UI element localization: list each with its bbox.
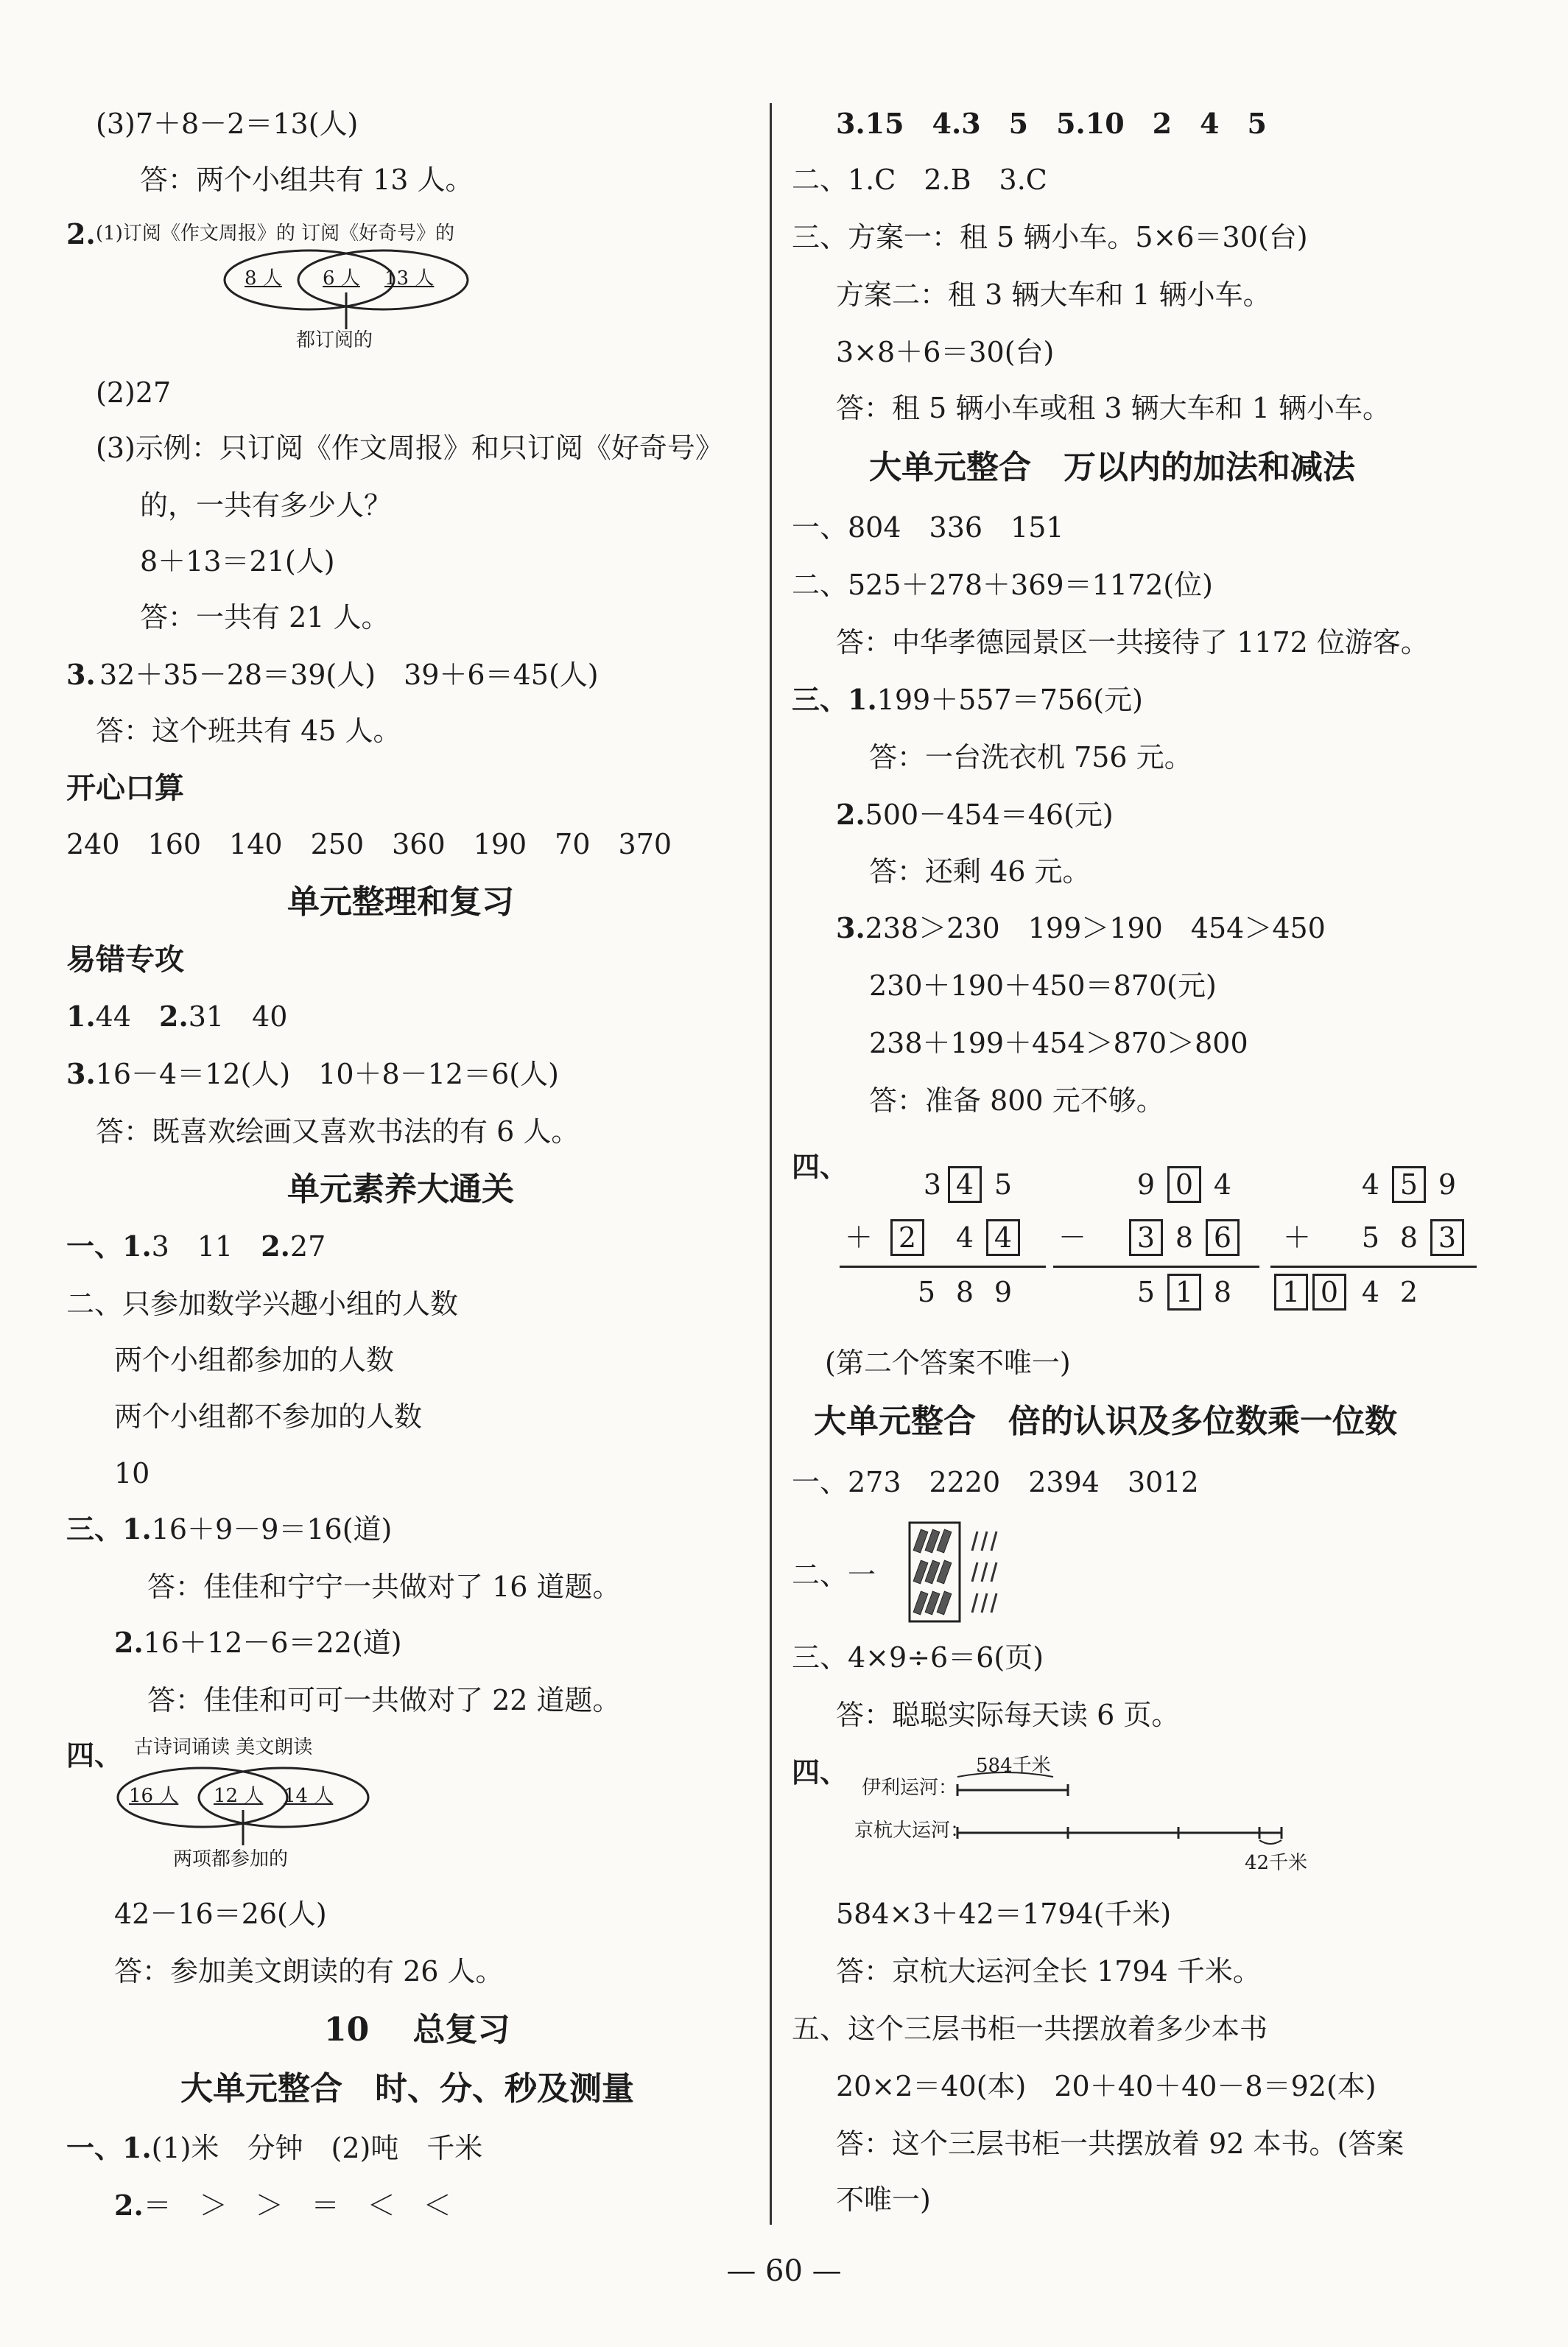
left-line-2: 答：两个小组共有 13 人。 — [140, 164, 474, 196]
bei-line-3: 三、4×9÷6＝6(页) — [792, 1641, 1044, 1674]
tongguan-2-ans: 27 — [289, 1230, 326, 1263]
tongguan-line-9: 答：佳佳和可可一共做对了 22 道题。 — [147, 1684, 621, 1716]
right-line-2: 二、1.C 2.B 3.C — [792, 164, 1047, 196]
calc-2-top-1: 9 — [1136, 1168, 1156, 1201]
jiajian-line-6 — [836, 794, 1114, 835]
tongguan-line-6 — [66, 1509, 392, 1550]
left-line-10: 答：这个班共有 45 人。 — [96, 715, 401, 747]
shifenmiao-1-ans: (1)米 分钟 (2)吨 千米 — [151, 2132, 483, 2164]
jiajian-line-10: 238＋199＋454＞870＞800 — [869, 1027, 1248, 1059]
tongguan-1-num: 一、1. — [66, 1229, 152, 1263]
calc-2-top-2: 0 — [1175, 1168, 1194, 1201]
calc-2-rule — [1053, 1266, 1259, 1268]
venn-diagram-2 — [110, 1735, 390, 1882]
bei-line-6: 584×3＋42＝1794(千米) — [836, 1898, 1172, 1930]
left-line-5: (3)示例：只订阅《作文周报》和只订阅《好奇号》 — [96, 432, 723, 464]
calc-1-operator: ＋ — [844, 1221, 873, 1254]
yicuo-line-4: 答：既喜欢绘画又喜欢书法的有 6 人。 — [96, 1115, 580, 1148]
bei-line-5: 四、 — [792, 1755, 848, 1789]
calc-1-top-1: 3 — [923, 1168, 942, 1201]
jiajian-4-num: 三、1. — [792, 683, 877, 716]
jiajian-8-ans: 238＞230 199＞190 454＞450 — [865, 912, 1326, 944]
tongguan-line-1 — [66, 1226, 326, 1267]
calc-3-top-3: 9 — [1438, 1168, 1457, 1201]
venn-2-top-labels: 古诗词诵读 美文朗读 — [134, 1736, 313, 1758]
section-heading-review: 单元整理和复习 — [287, 883, 514, 921]
yicuo-2-ans: 31 40 — [188, 1000, 288, 1033]
tongguan-line-10: 四、 — [66, 1739, 123, 1772]
jiajian-line-8 — [836, 908, 1326, 949]
yicuo-heading: 易错专攻 — [66, 943, 184, 977]
jiajian-line-2: 二、525＋278＋369＝1172(位) — [792, 569, 1213, 601]
tongguan-1-ans: 3 11 — [151, 1230, 233, 1263]
calc-1-mid-3: 4 — [994, 1221, 1013, 1254]
calc-1-res-1: 5 — [917, 1276, 936, 1308]
yicuo-1-num: 1. — [66, 1000, 96, 1033]
vertical-calc-1 — [840, 1162, 1046, 1317]
calc-3-res-4: 2 — [1399, 1276, 1418, 1308]
kaixin-values: 240 160 140 250 360 190 70 370 — [66, 828, 672, 860]
calc-1-top-3: 5 — [994, 1168, 1013, 1201]
canal-label-jinghang: 京杭大运河： — [854, 1820, 970, 1842]
jiajian-line-9: 230＋190＋450＝870(元) — [869, 969, 1217, 1002]
counter-picture-svg — [910, 1521, 1013, 1624]
calc-3-operator: ＋ — [1282, 1221, 1311, 1254]
calc-1-mid-1: 2 — [898, 1221, 917, 1254]
tongguan-2-num: 2. — [261, 1229, 290, 1263]
tongguan-line-8 — [114, 1622, 402, 1663]
section-heading-shifenmiao: 大单元整合 时、分、秒及测量 — [180, 2070, 634, 2108]
calc-3-mid-3: 3 — [1438, 1221, 1457, 1254]
yicuo-line-1 — [66, 996, 287, 1037]
jiajian-4-ans: 199＋557＝756(元) — [876, 684, 1143, 716]
jiajian-line-4 — [792, 679, 1143, 720]
yicuo-3-ans: 16－4＝12(人) 10＋8－12＝6(人) — [95, 1058, 559, 1090]
left-line-1: (3)7＋8－2＝13(人) — [96, 108, 359, 140]
venn-2-left-value: 16 人 — [129, 1785, 179, 1807]
canal-extra-label: 42千米 — [1245, 1852, 1308, 1874]
tongguan-3-num: 三、1. — [66, 1512, 152, 1546]
calc-2-mid-3: 6 — [1213, 1221, 1232, 1254]
calc-2-top-3: 4 — [1213, 1168, 1232, 1201]
yicuo-1-ans: 44 — [95, 1000, 132, 1033]
right-line-5: 3×8＋6＝30(台) — [836, 336, 1055, 368]
venn-diagram-1 — [214, 247, 479, 350]
section-heading-bei: 大单元整合 倍的认识及多位数乘一位数 — [814, 1403, 1397, 1440]
bei-line-4: 答：聪聪实际每天读 6 页。 — [836, 1699, 1180, 1731]
calc-3-top-2: 5 — [1399, 1168, 1418, 1201]
jiajian-line-3: 答：中华孝德园景区一共接待了 1172 位游客。 — [836, 626, 1429, 659]
bei-line-1: 一、273 2220 2394 3012 — [792, 1466, 1199, 1498]
left-line-4: (2)27 — [96, 376, 172, 409]
jiajian-6-ans: 500－454＝46(元) — [865, 799, 1114, 831]
venn-1-middle-value: 6 人 — [323, 267, 360, 290]
bei-line-7: 答：京杭大运河全长 1794 千米。 — [836, 1955, 1261, 1988]
vertical-calc-2 — [1053, 1162, 1259, 1317]
left-q2-num: 2. — [66, 217, 96, 250]
tongguan-line-12: 答：参加美文朗读的有 26 人。 — [114, 1955, 504, 1988]
counter-sticks — [913, 1529, 952, 1615]
right-line-4: 方案二：租 3 辆大车和 1 辆小车。 — [836, 278, 1271, 311]
right-line-3: 三、方案一：租 5 辆小车。5×6＝30(台) — [792, 221, 1308, 253]
calc-1-res-2: 8 — [955, 1276, 974, 1308]
shifenmiao-line-1 — [66, 2127, 482, 2169]
tongguan-3-ans: 16＋9－9＝16(道) — [151, 1513, 393, 1546]
calc-2-res-3: 8 — [1213, 1276, 1232, 1308]
calc-3-mid-2: 8 — [1399, 1221, 1418, 1254]
calc-2-mid-2: 8 — [1175, 1221, 1194, 1254]
canal-extra-brace — [1259, 1840, 1282, 1844]
tongguan-line-3: 两个小组都参加的人数 — [114, 1344, 395, 1376]
column-divider — [770, 103, 772, 2225]
left-q3-num: 3. — [66, 658, 96, 691]
tongguan-4-ans: 16＋12－6＝22(道) — [143, 1627, 402, 1659]
venn-2-right-value: 14 人 — [284, 1785, 334, 1807]
shifenmiao-2-ans: ＝ ＞ ＞ ＝ ＜ ＜ — [143, 2189, 451, 2222]
jiajian-line-5: 答：一台洗衣机 756 元。 — [869, 741, 1192, 773]
bei-line-8: 五、这个三层书柜一共摆放着多少本书 — [792, 2013, 1268, 2045]
vertical-calc-3 — [1270, 1162, 1477, 1317]
left-line-6: 的，一共有多少人？ — [140, 489, 393, 522]
tongguan-4-num: 2. — [114, 1626, 144, 1659]
calc-1-rule — [840, 1266, 1046, 1268]
section-heading-jiajian: 大单元整合 万以内的加法和减法 — [869, 449, 1355, 486]
shifenmiao-2-num: 2. — [114, 2189, 144, 2222]
jiajian-line-1: 一、804 336 151 — [792, 511, 1064, 544]
vertical-calc-note: (第二个答案不唯一) — [825, 1347, 1071, 1379]
shifenmiao-line-2 — [114, 2185, 451, 2226]
page-number: — 60 — — [726, 2254, 842, 2288]
section-heading-tongguan: 单元素养大通关 — [287, 1171, 514, 1208]
counter-picture — [910, 1521, 1013, 1624]
calc-1-mid-2: 4 — [955, 1221, 974, 1254]
calc-2-mid-1: 3 — [1136, 1221, 1156, 1254]
calc-3-top-1: 4 — [1361, 1168, 1380, 1201]
calc-3-res-2: 0 — [1320, 1276, 1339, 1308]
jiajian-line-12: 四、 — [792, 1150, 848, 1183]
section-heading-zongfuxi: 10 总复习 — [324, 2011, 510, 2049]
bei-line-10: 答：这个三层书柜一共摆放着 92 本书。(答案 — [836, 2127, 1404, 2160]
tongguan-line-2: 二、只参加数学兴趣小组的人数 — [66, 1288, 459, 1320]
venn-1-caption: 都订阅的 — [296, 329, 373, 351]
canal-label-yili: 伊利运河： — [862, 1777, 958, 1799]
calc-1-res-3: 9 — [994, 1276, 1013, 1308]
tongguan-line-5: 10 — [114, 1457, 150, 1490]
calc-2-operator: － — [1058, 1221, 1086, 1254]
calc-3-mid-1: 5 — [1361, 1221, 1380, 1254]
calc-2-res-1: 5 — [1136, 1276, 1156, 1308]
calc-1-top-2: 4 — [955, 1168, 974, 1201]
left-line-8: 答：一共有 21 人。 — [140, 601, 390, 634]
venn-1-right-value: 13 人 — [384, 267, 435, 290]
shifenmiao-1-num: 一、1. — [66, 2131, 152, 2164]
tongguan-line-4: 两个小组都不参加的人数 — [114, 1400, 423, 1433]
kaixin-heading: 开心口算 — [66, 771, 184, 805]
calc-2-res-2: 1 — [1175, 1276, 1194, 1308]
bei-line-9: 20×2＝40(本) 20＋40＋40－8＝92(本) — [836, 2070, 1377, 2102]
yicuo-3-num: 3. — [66, 1057, 96, 1090]
canal-len-label: 584千米 — [976, 1755, 1051, 1777]
yicuo-line-3 — [66, 1053, 559, 1095]
calc-3-rule — [1270, 1266, 1477, 1268]
left-q2-caption: (1)订阅《作文周报》的 订阅《好奇号》的 — [96, 222, 455, 245]
bei-line-2: 二、一 — [792, 1559, 876, 1591]
venn-2-caption: 两项都参加的 — [173, 1848, 289, 1870]
yicuo-2-num: 2. — [159, 1000, 189, 1033]
bei-line-11: 不唯一) — [836, 2183, 931, 2216]
venn-2-middle-value: 12 人 — [214, 1785, 264, 1807]
calc-3-res-1: 1 — [1282, 1276, 1301, 1308]
right-line-1: 3.15 4.3 5 5.10 2 4 5 — [836, 107, 1267, 140]
calc-3-res-3: 4 — [1361, 1276, 1380, 1308]
tongguan-line-7: 答：佳佳和宁宁一共做对了 16 道题。 — [147, 1571, 621, 1603]
canal-diagram — [854, 1753, 1370, 1878]
jiajian-6-num: 2. — [836, 798, 865, 831]
tongguan-line-11: 42－16＝26(人) — [114, 1898, 327, 1930]
left-line-7: 8＋13＝21(人) — [140, 545, 335, 578]
jiajian-line-11: 答：准备 800 元不够。 — [869, 1084, 1164, 1117]
jiajian-8-num: 3. — [836, 911, 865, 944]
right-line-6: 答：租 5 辆小车或租 3 辆大车和 1 辆小车。 — [836, 392, 1391, 424]
counter-tally-marks — [972, 1532, 996, 1613]
left-line-9: 32＋35－28＝39(人) 39＋6＝45(人) — [99, 659, 599, 691]
jiajian-line-7: 答：还剩 46 元。 — [869, 855, 1091, 888]
venn-1-left-value: 8 人 — [245, 267, 282, 290]
